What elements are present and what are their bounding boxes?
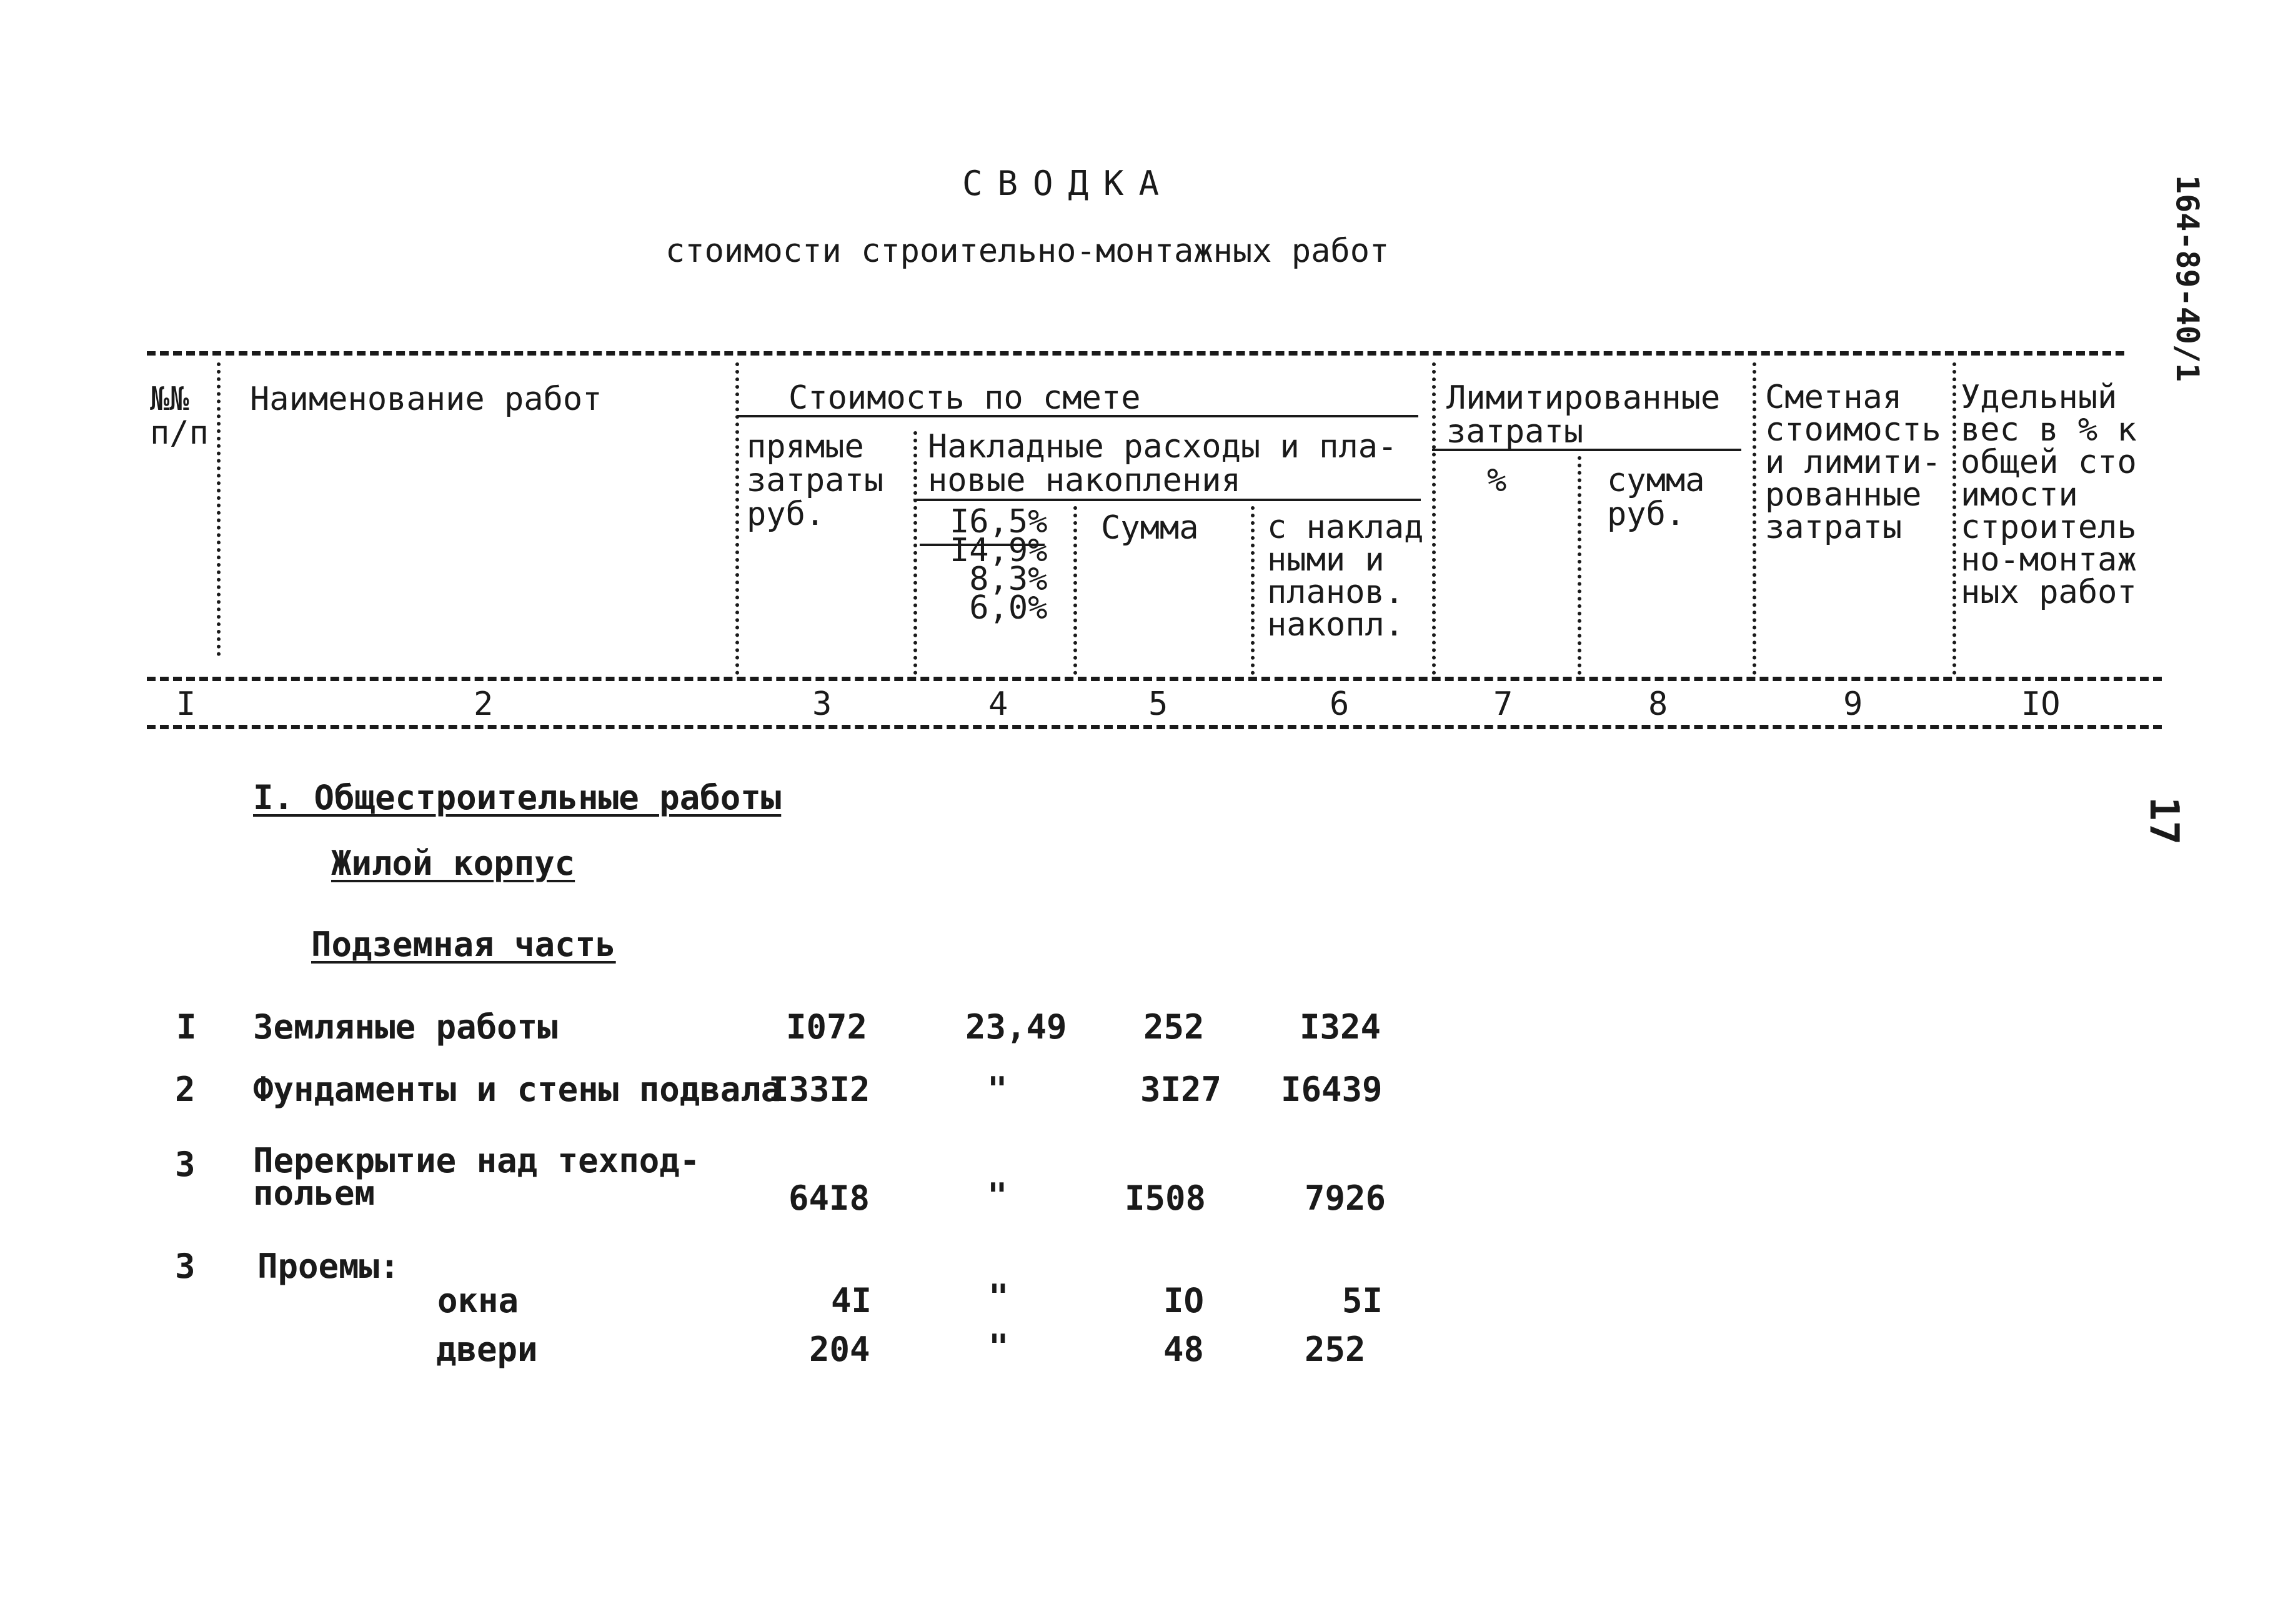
section-heading: I. Общестроительные работы [253,778,782,817]
building-heading: Жилой корпус [331,844,575,883]
column-number: 3 [812,685,832,723]
table-top-rule [147,351,2124,356]
column-divider [1753,362,1756,675]
header-bottom-rule [147,677,2162,681]
row-name: Проемы: [257,1247,400,1286]
column-header-limited-sum: сумма руб. [1607,462,1705,533]
row-name: окна [437,1281,519,1320]
document-code: 164-89-40/1 [2169,175,2206,382]
column-number: 6 [1330,685,1350,723]
column-numbers-bottom-rule [147,725,2162,729]
column-number: 9 [1843,685,1863,723]
column-header-percent: % [1487,462,1507,499]
row-total: I6439 [1281,1070,1383,1109]
column-header-with-overhead: с наклад ными и планов. накопл. [1267,509,1424,644]
row-direct-costs: I33I2 [768,1070,870,1109]
column-group-overhead: Накладные расходы и пла- новые накопления [928,428,1398,499]
row-rate: 23,49 [965,1007,1067,1047]
column-divider [1578,456,1581,675]
row-rate: " [987,1176,1008,1215]
row-total: 5I [1342,1281,1383,1320]
part-heading: Подземная часть [311,925,616,964]
row-rate: " [988,1277,1009,1317]
row-number: 3 [175,1145,196,1184]
column-divider [913,431,917,675]
column-group-cost: Стоимость по смете [788,379,1141,417]
row-total: I324 [1300,1007,1381,1047]
document-title: СВОДКА [962,164,1175,203]
row-sum: 252 [1143,1007,1205,1047]
column-number: 4 [988,685,1008,723]
column-divider [1432,362,1436,675]
column-number: I [176,685,196,723]
column-number: 5 [1148,685,1168,723]
row-rate: " [988,1327,1009,1367]
column-number: IO [2021,685,2061,723]
row-sum: 3I27 [1140,1070,1222,1109]
row-direct-costs: 204 [809,1330,870,1369]
column-number: 2 [474,685,494,723]
row-sum: I508 [1125,1178,1206,1218]
column-header-rates: I6,5% I4,9% 8,3% 6,0% [950,503,1048,627]
column-group-limited: Лимитированные затраты [1446,379,1721,451]
column-divider [1251,506,1255,675]
row-direct-costs: 4I [831,1281,872,1320]
document-subtitle: стоимости строительно-монтажных работ [665,232,1390,270]
row-sum: IO [1163,1281,1205,1320]
column-divider [1952,362,1956,675]
row-direct-costs: 64I8 [788,1178,870,1218]
column-number: 8 [1648,685,1668,723]
row-sum: 48 [1163,1330,1205,1369]
column-header-sum: Сумма [1101,509,1199,547]
row-name: Фундаменты и стены подвала [253,1070,782,1109]
column-number: 7 [1493,685,1513,723]
row-total: 252 [1305,1330,1366,1369]
row-name: Перекрытие над техпод- польем [253,1141,700,1213]
column-header-share: Удельный вес в % к общей сто имости строитель но-монтаж ных работ [1961,379,2137,611]
row-name: Земляные работы [253,1007,558,1047]
column-header-direct-costs: прямые затраты руб. [747,428,884,533]
row-rate: " [987,1070,1008,1109]
column-header-estimated-total: Сметная стоимость и лимити- рованные затраты [1765,379,1941,546]
column-header-number: №№ п/п [150,381,209,452]
column-divider [1073,506,1077,675]
page-number: 17 [2141,797,2187,845]
row-number: 2 [175,1070,196,1109]
row-name: двери [436,1330,538,1369]
column-header-name: Наименование работ [250,381,602,418]
column-divider [735,362,739,675]
row-direct-costs: I072 [786,1007,868,1047]
row-number: I [176,1007,197,1047]
row-number: 3 [175,1247,196,1286]
row-total: 7926 [1305,1178,1386,1218]
column-divider [217,362,221,656]
